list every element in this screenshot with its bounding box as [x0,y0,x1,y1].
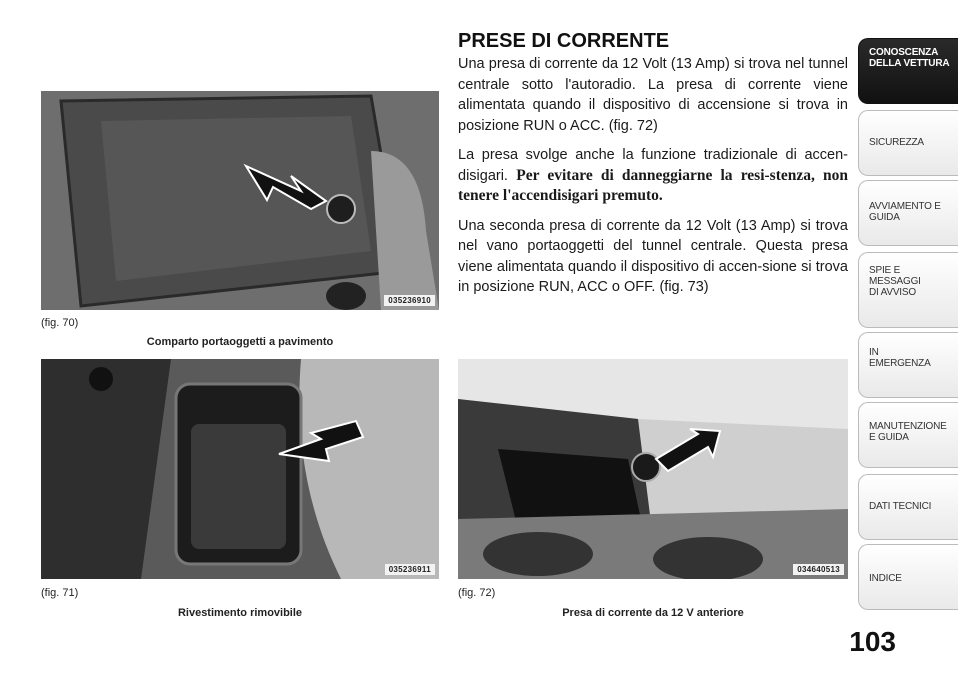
paragraph-2-warning: Per evitare di danneggiarne la resi-stenza, non tenere l'accendisigari premuto. [458,166,849,204]
paragraph-1: Una presa di corrente da 12 Volt (13 Amp) si trova nel tunnel centrale sotto l'autoradio. La presa di corrente viene alimentata quando il dispositivo di accensione si trova in posizione RUN o ACC. (fig. 72) [458,56,848,134]
paragraph-2-text: La presa svolge anche la funzione tradizionale di accen-disigari. [458,147,848,184]
figure-70-caption: Comparto portaoggetti a pavimento [146,336,334,348]
page-number: 103 [849,626,896,657]
figure-72-caption: Presa di corrente da 12 V anteriore [562,607,744,619]
paragraph-3: Una seconda presa di corrente da 12 Volt (13 Amp) si trova nel vano portaoggetti del tunnel centrale. Questa presa viene alimentata quando il dispositivo di accen-sione si trova in posizione RUN, ACC o OFF. (fig. 73) [458,217,848,295]
figure-71-photo [41,359,439,579]
figure-71-caption: Rivestimento rimovibile [177,607,303,619]
section-title: PRESE DI CORRENTE [458,30,670,52]
tab-spie[interactable]: SPIE E MESSAGGI DI AVVISO [858,252,958,328]
tab-indice[interactable]: INDICE [858,544,958,610]
figure-70-code: 035236910 [384,295,435,306]
paragraph-2 [458,145,848,207]
tab-emergenza[interactable]: IN EMERGENZA [858,332,958,398]
tab-manutenzione[interactable]: MANUTENZIONE E GUIDA [858,402,958,468]
figure-71-code: 035236911 [385,564,435,575]
section-body [458,54,848,307]
tab-conoscenza[interactable]: CONOSCENZA DELLA VETTURA [858,38,958,104]
figure-70-photo [41,91,439,310]
tab-avviamento[interactable]: AVVIAMENTO E GUIDA [858,180,958,246]
figure-71-number: (fig. 71) [41,587,79,599]
tab-sicurezza[interactable]: SICUREZZA [858,110,958,176]
chapter-tabs [858,0,960,678]
figure-70-number: (fig. 70) [41,317,79,329]
tab-dati-tecnici[interactable]: DATI TECNICI [858,474,958,540]
figure-72-photo [458,359,848,579]
figure-72-code: 034640513 [793,564,844,575]
figure-72-number: (fig. 72) [458,587,496,599]
